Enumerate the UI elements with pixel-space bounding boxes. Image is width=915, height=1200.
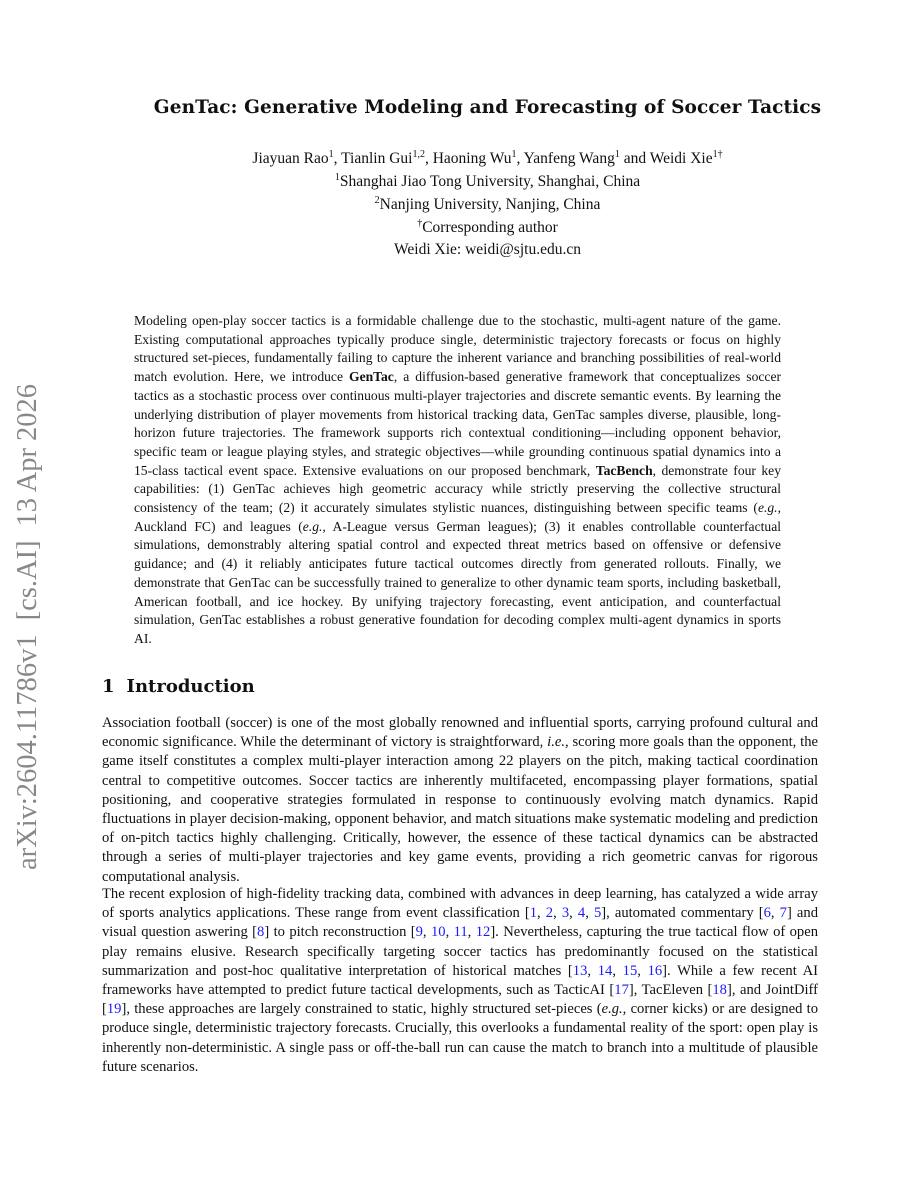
citation-link[interactable]: 2	[545, 905, 554, 922]
author-affiliation-mark: 1	[614, 149, 620, 160]
author-affiliation-mark: 1†	[712, 149, 723, 160]
affiliation-text: Shanghai Jiao Tong University, Shanghai, China	[339, 173, 641, 190]
affiliation-2	[60, 196, 915, 214]
author-name: Tianlin Gui	[341, 150, 413, 167]
citation-link[interactable]: 19	[106, 1001, 122, 1018]
citation-link[interactable]: 16	[647, 962, 663, 979]
citation-link[interactable]: 1	[529, 905, 538, 922]
citation-link[interactable]: 4	[577, 905, 586, 922]
author-name: Jiayuan Rao	[252, 150, 329, 167]
abstract: Modeling open-play soccer tactics is a formidable challenge due to the stochastic, multi-agent nature of the game. Existing computational approaches typically produce single, deterministic trajectory forecasts or focus on highly structured set-pieces, fundamentally failing to capture the inherent variance and branching possibilities of real-world match evolution. Here, we introduce GenTac, a diffusion-based generative framework that conceptualizes soccer tactics as a stochastic process over continuous multi-player trajectories and discrete semantic events. By learning the underlying distribution of player movements from historical tracking data, GenTac samples diverse, plausible, long-horizon future trajectories. The framework supports rich contextual conditioning—including opponent behavior, specific team or league playing styles, and strategic objectives—while grounding continuous spatial dynamics into a 15-class tactical event space. Extensive evaluations on our proposed benchmark, TacBench, demonstrate four key capabilities: (1) GenTac achieves high geometric accuracy while strictly preserving the collective structural consistency of the team; (2) it accurately simulates stylistic nuances, distinguishing between specific teams (e.g., Auckland FC) and leagues (e.g., A-League versus German leagues); (3) it enables controllable counterfactual simulations, demonstrably altering spatial control and expected threat metrics based on offensive or defensive guidance; and (4) it reliably anticipates future tactical outcomes directly from generated rollouts. Finally, we demonstrate that GenTac can be successfully trained to generalize to other dynamic team sports, including basketball, American football, and ice hockey. By unifying trajectory forecasting, event anticipation, and counterfactual simulation, GenTac establishes a robust generative foundation for decoding complex multi-agent dynamics in sports AI.	[134, 313, 782, 646]
method-name: GenTac	[349, 369, 394, 385]
affiliation-mark: 2	[374, 195, 380, 206]
citation-link[interactable]: 9	[415, 924, 423, 941]
citation-link[interactable]: 3	[561, 905, 570, 922]
citation-link[interactable]: 10	[430, 924, 446, 941]
intro-paragraph-1: Association football (soccer) is one of the most globally renowned and influential sports, carrying profound cultural and economic significance. While the determinant of victory is straightforward, i.e., scoring more goals than the opponent, the game itself constitutes a complex multi-player interaction among 22 players on the pitch, making tactical coordination central to competitive outcomes. Soccer tactics are inherently multifaceted, encompassing player formations, spatial positioning, and cooperative strategies formulated in response to continuously evolving match dynamics. Rapid fluctuations in player decision-making, opponent behavior, and match situations make systematic modeling and prediction of on-pitch tactics highly challenging. Critically, however, the essence of these tactical dynamics can be abstracted through a series of multi-player trajectories and key game events, providing a rich geometric canvas for rigorous computational analysis.	[102, 715, 818, 885]
author-name: Weidi Xie	[649, 150, 713, 167]
arxiv-category: [cs.AI]	[12, 540, 43, 621]
citation-link[interactable]: 6	[763, 905, 771, 922]
citation-link[interactable]: 11	[453, 924, 468, 941]
arxiv-id: arXiv:2604.11786v1	[12, 634, 43, 870]
citation-link[interactable]: 13	[572, 962, 588, 979]
citation-link[interactable]: 7	[779, 905, 787, 922]
author-name: Yanfeng Wang	[523, 150, 615, 167]
affiliation-mark: †	[417, 218, 423, 229]
section-title-text: Introduction	[126, 676, 255, 697]
author-name: Haoning Wu	[432, 150, 512, 167]
arxiv-sidebar-stamp	[8, 330, 46, 870]
citation-link[interactable]: 14	[597, 962, 613, 979]
author-affiliation-mark: 1,2	[412, 149, 425, 160]
section-heading-introduction	[102, 676, 255, 697]
intro-paragraph-2: The recent explosion of high-fidelity tracking data, combined with advances in deep learning, has catalyzed a wide array of sports analytics applications. These range from event classification [1, 2, 3, 4, 5], automated commentary [6, 7] and visual question aswering [8] to pitch reconstruction [9, 10, 11, 12]. Nevertheless, capturing the true tactical flow of open play remains elusive. Research specifically targeting soccer tactics has predominantly focused on the statistical summarization and post-hoc qualitative interpretation of historical matches [13, 14, 15, 16]. While a few recent AI frameworks have attempted to predict future tactical developments, such as TacticAI [17], TacEleven [18], and JointDiff [19], these approaches are largely constrained to static, highly structured set-pieces (e.g., corner kicks) or are designed to produce single, deterministic trajectory forecasts. Crucially, this overlooks a fundamental reality of the sport: open play is inherently non-deterministic. A single pass or off-the-ball run can cause the match to branch into a multitude of plausible future scenarios.	[102, 886, 819, 1075]
arxiv-date: 13 Apr 2026	[12, 383, 43, 527]
affiliation-1	[60, 173, 915, 191]
benchmark-name: TacBench	[595, 462, 653, 478]
affiliation-text: Nanjing University, Nanjing, China	[379, 196, 601, 213]
author-separator: ,	[333, 150, 342, 167]
paper-title: GenTac: Generative Modeling and Forecasting of Soccer Tactics	[153, 97, 822, 118]
corresponding-note	[60, 219, 915, 237]
citation-link[interactable]: 5	[593, 905, 602, 922]
author-affiliation-mark: 1	[328, 149, 334, 160]
arxiv-stamp-text	[12, 384, 43, 870]
author-separator: and	[619, 150, 650, 167]
author-affiliation-mark: 1	[511, 149, 517, 160]
affiliation-mark: 1	[334, 172, 340, 183]
section-number: 1	[102, 676, 115, 697]
author-separator: ,	[516, 150, 524, 167]
author-separator: ,	[424, 150, 433, 167]
affiliation-text: Corresponding author	[422, 219, 558, 236]
author-list	[60, 150, 915, 168]
citation-link[interactable]: 8	[257, 924, 265, 941]
contact-email: Weidi Xie: weidi@sjtu.edu.cn	[394, 241, 581, 258]
citation-link[interactable]: 12	[475, 924, 491, 941]
citation-link[interactable]: 15	[622, 962, 638, 979]
citation-link[interactable]: 18	[712, 982, 727, 999]
citation-link[interactable]: 17	[614, 982, 629, 999]
